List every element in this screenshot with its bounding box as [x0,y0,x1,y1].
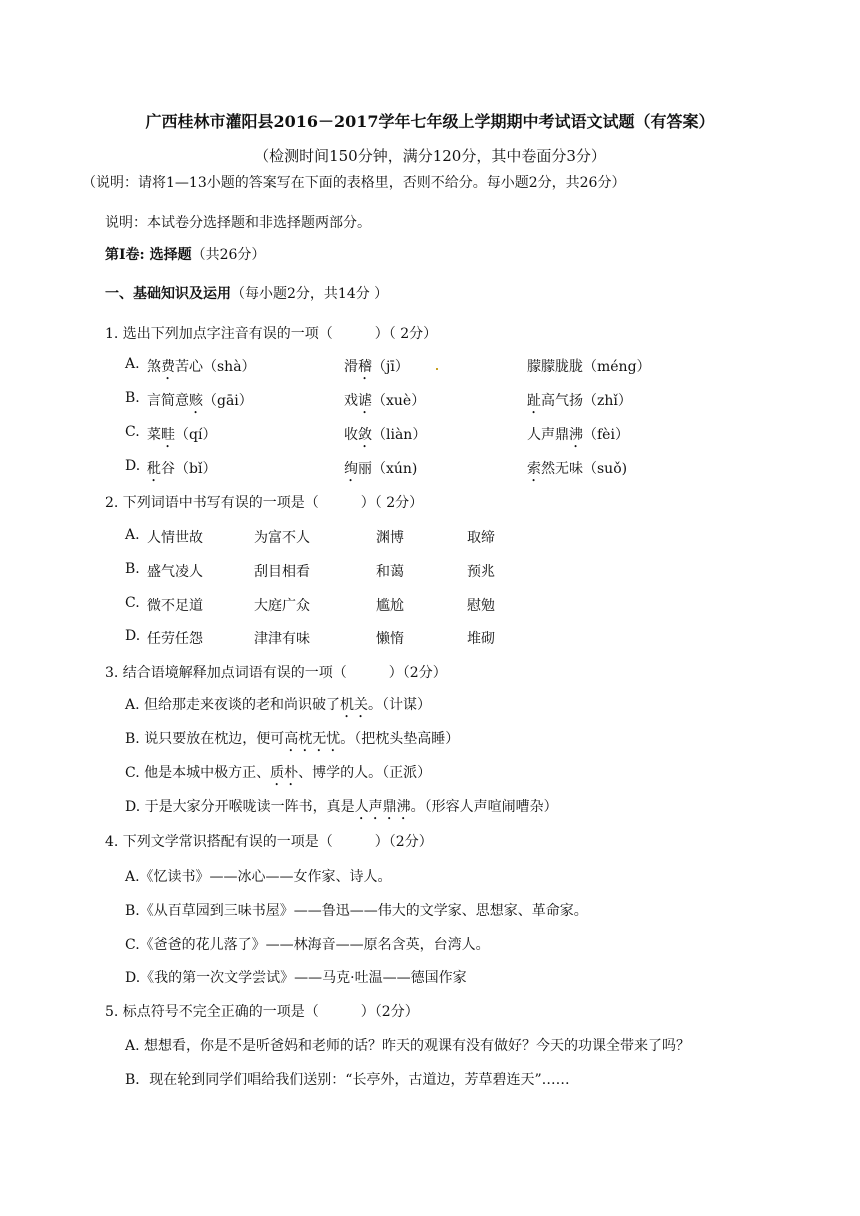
question-3-option-b: B. 说只要放在枕边，便可高枕无忧。（把枕头垫高睡） [125,731,460,747]
part-one-score: （共26分） [191,247,266,263]
question-5-option-a: A. 想想看，你是不是听爸妈和老师的话？昨天的观课有没有做好？今天的功课全带来了吗？ [125,1038,691,1054]
exam-title: 广西桂林市灌阳县2016－2017学年七年级上学期期中考试语文试题（有答案） [145,112,715,131]
question-3-option-d: D. 于是大家分开喉咙读一阵书，真是人声鼎沸。（形容人声喧闹嘈杂） [125,799,558,815]
stray-dot [436,368,438,370]
section-one-label: 一、基础知识及运用 [105,286,231,302]
question-4-option-b: B.《从百草园到三味书屋》——鲁迅——伟大的文学家、思想家、革命家。 [125,903,588,919]
question-3-stem: 3. 结合语境解释加点词语有误的一项（ ）（2分） [105,665,447,681]
exam-page: 广西桂林市灌阳县2016－2017学年七年级上学期期中考试语文试题（有答案） （检测时间150分钟，满分120分，其中卷面分3分） （说明：请将1—13小题的答案写在下面的表格里，否则不给分。每小题2分，共26分） 说明：本试卷分选择题和非选择题两部分。 第Ⅰ卷: 选择题（共26分） 一、基础知识及运用（每小题2分，共14分 ） 1. 选出下列加点字注音有误的一项（ ）（ 2分） A. 煞费苦心（shà） 滑稽（jī） 朦朦胧胧（méng） B. 言简意赅（gāi） 戏谑（xuè） 趾高气扬（zhǐ） C. 菜畦（qí） 收敛（liàn） 人声鼎沸（fèi） D. 秕谷（bǐ） 绚丽（xún) 索然无味（suǒ) 2. 下列词语中书写有误的一项是（ ）（ 2分） A. 人情世故 为富不人 渊博 取缔 B. 盛气凌人 刮目相看 和蔼 预兆 C. 微不足道 大庭广众 尴尬 慰勉 D. 任劳任怨 津津有味 懒惰 堆砌 3. 结合语境解释加点词语有误的一项（ ）（2分） A. 但给那走来夜谈的老和尚识破了机关。（计谋） B. 说只要放在枕边，便可高枕无忧。（把枕头垫高睡） C. 他是本城中极方正、质朴、博学的人。（正派） D. 于是大家分开喉咙读一阵书，真是人声鼎沸。（形容人声喧闹嘈杂） 4. 下列文学常识搭配有误的一项是（ ）（2分） A.《忆读书》——冰心——女作家、诗人。 B.《从百草园到三味书屋》——鲁迅——伟大的文学家、思想家、革命家。 C.《爸爸的花儿落了》——林海音——原名含英，台湾人。 D.《我的第一次文学尝试》——马克·吐温——德国作家 5. 标点符号不完全正确的一项是（ ）（2分） A. 想想看，你是不是听爸妈和老师的话？昨天的观课有没有做好？今天的功课全带来了吗？ B．现在轮到同学们唱给我们送别：“长亭外，古道边，芳草碧连天”…… [0,0,860,1216]
question-5-option-b: B．现在轮到同学们唱给我们送别：“长亭外，古道边，芳草碧连天”…… [125,1072,570,1088]
section-one-heading [105,283,388,303]
question-2-stem: 2. 下列词语中书写有误的一项是（ ）（ 2分） [105,495,424,511]
question-4-option-a: A.《忆读书》——冰心——女作家、诗人。 [125,869,392,885]
paper-intro: 说明：本试卷分选择题和非选择题两部分。 [105,215,371,231]
question-4-option-c: C.《爸爸的花儿落了》——林海音——原名含英，台湾人。 [125,937,490,953]
question-4-stem: 4. 下列文学常识搭配有误的一项是（ ）（2分） [105,834,433,850]
section-one-score: （每小题2分，共14分 ） [231,286,389,302]
part-one-label: 第Ⅰ卷: 选择题 [105,247,192,263]
exam-subtitle: （检测时间150分钟，满分120分，其中卷面分3分） [254,147,606,165]
question-5-stem: 5. 标点符号不完全正确的一项是（ ）（2分） [105,1004,419,1020]
question-3-option-c: C. 他是本城中极方正、质朴、博学的人。（正派） [125,765,432,781]
question-1-stem: 1. 选出下列加点字注音有误的一项（ ）（ 2分） [105,326,438,342]
answer-note: （说明：请将1—13小题的答案写在下面的表格里，否则不给分。每小题2分，共26分） [82,175,626,191]
part-one-heading [105,244,265,264]
question-4-option-d: D.《我的第一次文学尝试》——马克·吐温——德国作家 [125,970,467,986]
question-3-option-a: A. 但给那走来夜谈的老和尚识破了机关。（计谋） [125,697,432,713]
